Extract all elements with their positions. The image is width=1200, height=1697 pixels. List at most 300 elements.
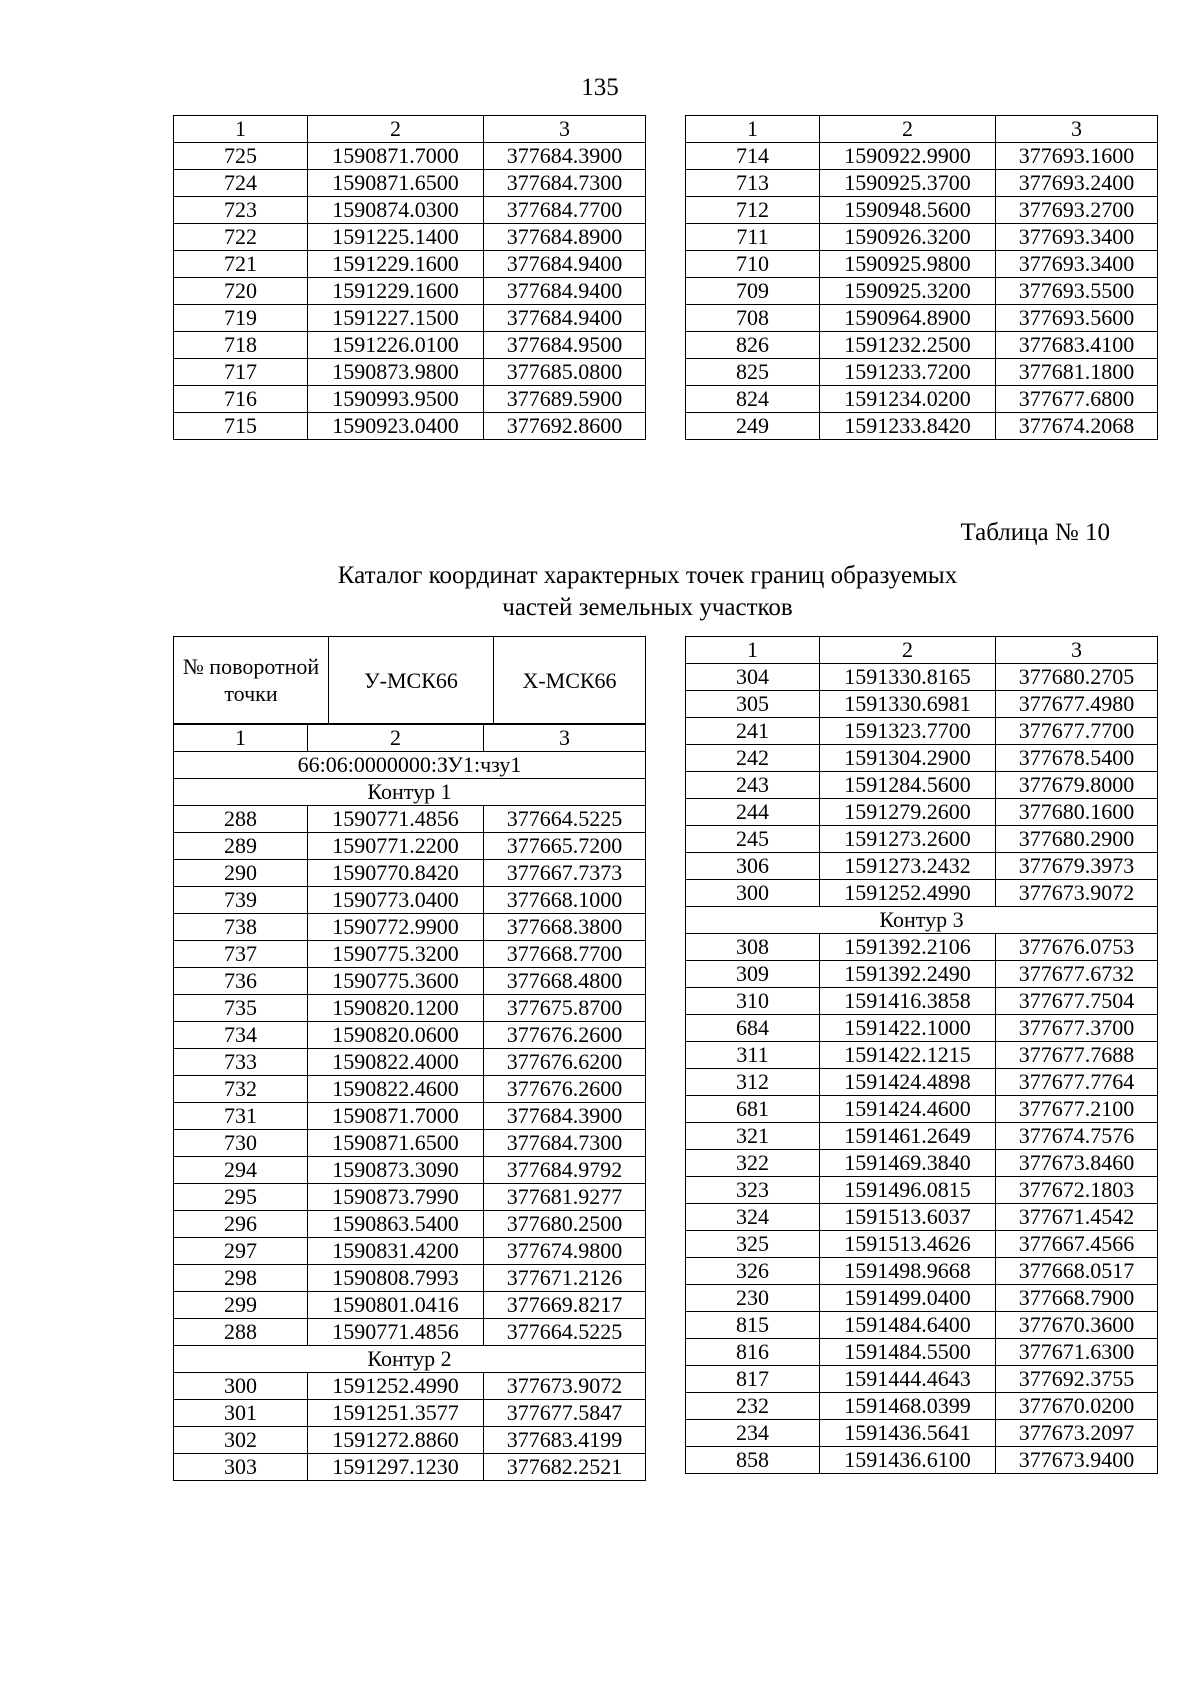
table-row [174, 143, 646, 170]
y-coordinate-cell: 1590801.0416 [308, 1292, 484, 1319]
point-number-cell: 718 [174, 332, 308, 359]
x-coordinate-cell: 377668.7900 [996, 1285, 1158, 1312]
point-number-cell: 311 [686, 1042, 820, 1069]
y-coordinate-cell: 1591330.6981 [820, 691, 996, 718]
point-number-cell: 305 [686, 691, 820, 718]
x-coordinate-cell: 377665.7200 [484, 833, 646, 860]
contour-3-row-label: Контур 3 [686, 907, 1158, 934]
table-row [174, 833, 646, 860]
table-row [686, 224, 1158, 251]
table-row [174, 1211, 646, 1238]
point-number-cell: 736 [174, 968, 308, 995]
y-coordinate-cell: 1591498.9668 [820, 1258, 996, 1285]
table-row [174, 1400, 646, 1427]
table-row [174, 995, 646, 1022]
table-row [174, 1454, 646, 1481]
y-coordinate-cell: 1591297.1230 [308, 1454, 484, 1481]
caption-line-2: частей земельных участков [502, 594, 793, 621]
table-row [174, 359, 646, 386]
x-coordinate-cell: 377672.1803 [996, 1177, 1158, 1204]
y-coordinate-cell: 1591484.6400 [820, 1312, 996, 1339]
table-row [174, 887, 646, 914]
point-number-cell: 245 [686, 826, 820, 853]
point-number-cell: 288 [174, 1319, 308, 1346]
table-row [174, 251, 646, 278]
point-number-cell: 858 [686, 1447, 820, 1474]
parcel-id-row-label: 66:06:0000000:ЗУ1:чзу1 [174, 752, 646, 779]
y-coordinate-cell: 1591422.1215 [820, 1042, 996, 1069]
table-row [174, 941, 646, 968]
point-number-cell: 715 [174, 413, 308, 440]
point-number-cell: 232 [686, 1393, 820, 1420]
point-number-cell: 312 [686, 1069, 820, 1096]
x-coordinate-cell: 3 [996, 637, 1158, 664]
y-coordinate-cell: 1591279.2600 [820, 799, 996, 826]
x-coordinate-cell: 377692.3755 [996, 1366, 1158, 1393]
table-row [174, 1049, 646, 1076]
y-coordinate-cell: 1591392.2106 [820, 934, 996, 961]
x-coordinate-cell: 377668.4800 [484, 968, 646, 995]
table-row [686, 359, 1158, 386]
y-coordinate-cell: 1590993.9500 [308, 386, 484, 413]
x-coordinate-cell: 377676.0753 [996, 934, 1158, 961]
table-row [174, 332, 646, 359]
table-row [174, 1130, 646, 1157]
point-number-cell: 322 [686, 1150, 820, 1177]
point-number-cell: 717 [174, 359, 308, 386]
point-number-cell: 325 [686, 1231, 820, 1258]
point-number-cell: 681 [686, 1096, 820, 1123]
table-row [686, 853, 1158, 880]
y-coordinate-cell: 1591323.7700 [820, 718, 996, 745]
y-coordinate-cell: 1591513.4626 [820, 1231, 996, 1258]
x-coordinate-cell: 377693.2700 [996, 197, 1158, 224]
point-number-cell: 242 [686, 745, 820, 772]
header-point-number: № поворотной точки [174, 637, 329, 724]
x-coordinate-cell: 377673.2097 [996, 1420, 1158, 1447]
bottom-right-table [685, 636, 1158, 1474]
y-coordinate-cell: 1590771.4856 [308, 1319, 484, 1346]
point-number-cell: 302 [174, 1427, 308, 1454]
y-coordinate-cell: 1591469.3840 [820, 1150, 996, 1177]
point-number-cell: 1 [174, 725, 308, 752]
column-number-row [686, 116, 1158, 143]
x-coordinate-cell: 377677.3700 [996, 1015, 1158, 1042]
y-coordinate-cell: 1591461.2649 [820, 1123, 996, 1150]
y-coordinate-cell: 1591225.1400 [308, 224, 484, 251]
x-coordinate-cell: 377678.5400 [996, 745, 1158, 772]
y-coordinate-cell: 1590822.4600 [308, 1076, 484, 1103]
table-row [686, 772, 1158, 799]
y-coordinate-cell: 1590773.0400 [308, 887, 484, 914]
table-row [686, 1312, 1158, 1339]
point-number-cell: 300 [686, 880, 820, 907]
y-coordinate-cell: 1591484.5500 [820, 1339, 996, 1366]
point-number-cell: 306 [686, 853, 820, 880]
x-coordinate-cell: 377693.2400 [996, 170, 1158, 197]
y-coordinate-cell: 1590948.5600 [820, 197, 996, 224]
y-coordinate-cell: 1591229.1600 [308, 251, 484, 278]
table-label: Таблица № 10 [960, 519, 1110, 546]
table-row [686, 1150, 1158, 1177]
y-coordinate-cell: 1591444.4643 [820, 1366, 996, 1393]
point-number-cell: 723 [174, 197, 308, 224]
point-number-cell: 817 [686, 1366, 820, 1393]
table-row [174, 278, 646, 305]
table-caption [0, 560, 1200, 624]
point-number-cell: 321 [686, 1123, 820, 1150]
x-coordinate-cell: 377677.2100 [996, 1096, 1158, 1123]
y-coordinate-cell: 1591232.2500 [820, 332, 996, 359]
table-row [686, 1420, 1158, 1447]
table-row [174, 197, 646, 224]
table-row [686, 143, 1158, 170]
table-row [686, 718, 1158, 745]
point-number-cell: 721 [174, 251, 308, 278]
y-coordinate-cell: 1591233.7200 [820, 359, 996, 386]
x-coordinate-cell: 377674.2068 [996, 413, 1158, 440]
x-coordinate-cell: 377692.8600 [484, 413, 646, 440]
table-row [174, 1157, 646, 1184]
table-row [686, 880, 1158, 907]
y-coordinate-cell: 2 [308, 725, 484, 752]
point-number-cell: 249 [686, 413, 820, 440]
y-coordinate-cell: 1590863.5400 [308, 1211, 484, 1238]
x-coordinate-cell: 377684.9400 [484, 278, 646, 305]
contour-2-row-label: Контур 2 [174, 1346, 646, 1373]
x-coordinate-cell: 377676.6200 [484, 1049, 646, 1076]
point-number-cell: 230 [686, 1285, 820, 1312]
x-coordinate-cell: 377668.3800 [484, 914, 646, 941]
point-number-cell: 730 [174, 1130, 308, 1157]
x-coordinate-cell: 377671.4542 [996, 1204, 1158, 1231]
y-coordinate-cell: 2 [820, 637, 996, 664]
y-coordinate-cell: 1591229.1600 [308, 278, 484, 305]
table-row [686, 1231, 1158, 1258]
y-coordinate-cell: 1591227.1500 [308, 305, 484, 332]
y-coordinate-cell: 1590925.3700 [820, 170, 996, 197]
table-row [174, 305, 646, 332]
y-coordinate-cell: 1590822.4000 [308, 1049, 484, 1076]
x-coordinate-cell: 377683.4100 [996, 332, 1158, 359]
x-coordinate-cell: 377677.5847 [484, 1400, 646, 1427]
x-coordinate-cell: 377677.6800 [996, 386, 1158, 413]
table-row [686, 961, 1158, 988]
table-row [174, 170, 646, 197]
y-coordinate-cell: 1591330.8165 [820, 664, 996, 691]
point-number-cell: 712 [686, 197, 820, 224]
point-number-cell: 301 [174, 1400, 308, 1427]
y-coordinate-cell: 1591499.0400 [820, 1285, 996, 1312]
table-row [174, 1022, 646, 1049]
x-coordinate-cell: 377684.7300 [484, 1130, 646, 1157]
x-coordinate-cell: 377684.7700 [484, 197, 646, 224]
table-row [686, 745, 1158, 772]
x-coordinate-cell: 377693.3400 [996, 251, 1158, 278]
y-coordinate-cell: 1590831.4200 [308, 1238, 484, 1265]
y-coordinate-cell: 1591468.0399 [820, 1393, 996, 1420]
point-number-cell: 732 [174, 1076, 308, 1103]
caption-line-1: Каталог координат характерных точек границ образуемых [337, 562, 958, 589]
x-coordinate-cell: 377668.0517 [996, 1258, 1158, 1285]
point-number-cell: 294 [174, 1157, 308, 1184]
table-row [174, 413, 646, 440]
y-coordinate-cell: 1590871.7000 [308, 143, 484, 170]
point-number-cell: 725 [174, 143, 308, 170]
x-coordinate-cell: 377670.3600 [996, 1312, 1158, 1339]
point-number-cell: 815 [686, 1312, 820, 1339]
contour-1-row-label: Контур 1 [174, 779, 646, 806]
y-coordinate-cell: 1591272.8860 [308, 1427, 484, 1454]
y-coordinate-cell: 1590871.7000 [308, 1103, 484, 1130]
table-row [686, 1393, 1158, 1420]
x-coordinate-cell: 377684.9500 [484, 332, 646, 359]
x-coordinate-cell: 377684.8900 [484, 224, 646, 251]
point-number-cell: 713 [686, 170, 820, 197]
y-coordinate-cell: 1590926.3200 [820, 224, 996, 251]
point-number-cell: 716 [174, 386, 308, 413]
x-coordinate-cell: 377680.2900 [996, 826, 1158, 853]
x-coordinate-cell: 377680.2705 [996, 664, 1158, 691]
x-coordinate-cell: 377684.3900 [484, 143, 646, 170]
y-coordinate-cell: 1590775.3600 [308, 968, 484, 995]
x-coordinate-cell: 377693.3400 [996, 224, 1158, 251]
point-number-cell: 323 [686, 1177, 820, 1204]
y-coordinate-cell: 1590820.1200 [308, 995, 484, 1022]
point-number-cell: 722 [174, 224, 308, 251]
x-coordinate-cell: 377677.7764 [996, 1069, 1158, 1096]
table-row [686, 1123, 1158, 1150]
table-row [686, 691, 1158, 718]
table-row [686, 1042, 1158, 1069]
y-coordinate-cell: 2 [308, 116, 484, 143]
y-coordinate-cell: 1591273.2600 [820, 826, 996, 853]
y-coordinate-cell: 1590808.7993 [308, 1265, 484, 1292]
y-coordinate-cell: 1590873.9800 [308, 359, 484, 386]
y-coordinate-cell: 1590775.3200 [308, 941, 484, 968]
table-row [174, 1238, 646, 1265]
column-number-row [174, 116, 646, 143]
point-number-cell: 297 [174, 1238, 308, 1265]
y-coordinate-cell: 1591513.6037 [820, 1204, 996, 1231]
table-row [686, 278, 1158, 305]
point-number-cell: 241 [686, 718, 820, 745]
table-row [686, 1096, 1158, 1123]
point-number-cell: 826 [686, 332, 820, 359]
point-number-cell: 714 [686, 143, 820, 170]
x-coordinate-cell: 377683.4199 [484, 1427, 646, 1454]
table-row [174, 1265, 646, 1292]
column-number-row [174, 725, 646, 752]
x-coordinate-cell: 377679.8000 [996, 772, 1158, 799]
x-coordinate-cell: 377684.9792 [484, 1157, 646, 1184]
y-coordinate-cell: 1590772.9900 [308, 914, 484, 941]
table-row [174, 1076, 646, 1103]
y-coordinate-cell: 1591251.3577 [308, 1400, 484, 1427]
x-coordinate-cell: 377682.2521 [484, 1454, 646, 1481]
x-coordinate-cell: 377693.5600 [996, 305, 1158, 332]
point-number-cell: 295 [174, 1184, 308, 1211]
x-coordinate-cell: 377668.1000 [484, 887, 646, 914]
point-number-cell: 735 [174, 995, 308, 1022]
y-coordinate-cell: 1591304.2900 [820, 745, 996, 772]
x-coordinate-cell: 377674.9800 [484, 1238, 646, 1265]
x-coordinate-cell: 377685.0800 [484, 359, 646, 386]
point-number-cell: 719 [174, 305, 308, 332]
x-coordinate-cell: 377677.6732 [996, 961, 1158, 988]
x-coordinate-cell: 377684.9400 [484, 251, 646, 278]
point-number-cell: 739 [174, 887, 308, 914]
point-number-cell: 711 [686, 224, 820, 251]
x-coordinate-cell: 377670.0200 [996, 1393, 1158, 1420]
y-coordinate-cell: 1591284.5600 [820, 772, 996, 799]
y-coordinate-cell: 1590923.0400 [308, 413, 484, 440]
point-number-cell: 824 [686, 386, 820, 413]
x-coordinate-cell: 377673.9400 [996, 1447, 1158, 1474]
x-coordinate-cell: 377689.5900 [484, 386, 646, 413]
table-row [686, 1015, 1158, 1042]
header-y-coordinate: У-МСК66 [329, 637, 494, 724]
point-number-cell: 825 [686, 359, 820, 386]
y-coordinate-cell: 1590873.3090 [308, 1157, 484, 1184]
point-number-cell: 304 [686, 664, 820, 691]
table-row [686, 1204, 1158, 1231]
x-coordinate-cell: 377676.2600 [484, 1076, 646, 1103]
x-coordinate-cell: 377673.9072 [996, 880, 1158, 907]
point-number-cell: 303 [174, 1454, 308, 1481]
table-row [686, 1258, 1158, 1285]
y-coordinate-cell: 1590873.7990 [308, 1184, 484, 1211]
point-number-cell: 734 [174, 1022, 308, 1049]
table-row [174, 386, 646, 413]
x-coordinate-cell: 377693.5500 [996, 278, 1158, 305]
point-number-cell: 296 [174, 1211, 308, 1238]
x-coordinate-cell: 377667.7373 [484, 860, 646, 887]
table-row [174, 914, 646, 941]
point-number-cell: 731 [174, 1103, 308, 1130]
table-row [174, 1373, 646, 1400]
y-coordinate-cell: 1590770.8420 [308, 860, 484, 887]
table-row [686, 332, 1158, 359]
y-coordinate-cell: 1591233.8420 [820, 413, 996, 440]
x-coordinate-cell: 3 [484, 725, 646, 752]
table-row [686, 799, 1158, 826]
y-coordinate-cell: 1590964.8900 [820, 305, 996, 332]
table-row [686, 197, 1158, 224]
table-row [686, 1069, 1158, 1096]
x-coordinate-cell: 377668.7700 [484, 941, 646, 968]
y-coordinate-cell: 2 [820, 116, 996, 143]
x-coordinate-cell: 377677.7700 [996, 718, 1158, 745]
y-coordinate-cell: 1591424.4600 [820, 1096, 996, 1123]
x-coordinate-cell: 377671.6300 [996, 1339, 1158, 1366]
point-number-cell: 244 [686, 799, 820, 826]
x-coordinate-cell: 377684.9400 [484, 305, 646, 332]
contour-3-row [686, 907, 1158, 934]
table-row [686, 1447, 1158, 1474]
table-row [686, 386, 1158, 413]
x-coordinate-cell: 377681.9277 [484, 1184, 646, 1211]
x-coordinate-cell: 377673.8460 [996, 1150, 1158, 1177]
x-coordinate-cell: 377679.3973 [996, 853, 1158, 880]
page-number: 135 [581, 74, 619, 101]
x-coordinate-cell: 377684.7300 [484, 170, 646, 197]
table-row [686, 664, 1158, 691]
bottom-left-table [173, 724, 646, 1481]
point-number-cell: 309 [686, 961, 820, 988]
column-number-row [686, 637, 1158, 664]
y-coordinate-cell: 1590820.0600 [308, 1022, 484, 1049]
x-coordinate-cell: 377674.7576 [996, 1123, 1158, 1150]
y-coordinate-cell: 1591422.1000 [820, 1015, 996, 1042]
table-row [686, 1339, 1158, 1366]
y-coordinate-cell: 1590771.4856 [308, 806, 484, 833]
point-number-cell: 324 [686, 1204, 820, 1231]
header-x-coordinate: Х-МСК66 [494, 637, 646, 724]
table-row [174, 1319, 646, 1346]
point-number-cell: 738 [174, 914, 308, 941]
table-row [686, 1285, 1158, 1312]
y-coordinate-cell: 1591226.0100 [308, 332, 484, 359]
point-number-cell: 816 [686, 1339, 820, 1366]
y-coordinate-cell: 1590925.9800 [820, 251, 996, 278]
x-coordinate-cell: 377677.7504 [996, 988, 1158, 1015]
table-row [686, 305, 1158, 332]
y-coordinate-cell: 1591234.0200 [820, 386, 996, 413]
point-number-cell: 737 [174, 941, 308, 968]
point-number-cell: 733 [174, 1049, 308, 1076]
point-number-cell: 709 [686, 278, 820, 305]
point-number-cell: 1 [174, 116, 308, 143]
table-row [686, 170, 1158, 197]
x-coordinate-cell: 377677.4980 [996, 691, 1158, 718]
x-coordinate-cell: 377693.1600 [996, 143, 1158, 170]
y-coordinate-cell: 1590874.0300 [308, 197, 484, 224]
y-coordinate-cell: 1590922.9900 [820, 143, 996, 170]
table-row [174, 968, 646, 995]
point-number-cell: 684 [686, 1015, 820, 1042]
x-coordinate-cell: 377669.8217 [484, 1292, 646, 1319]
point-number-cell: 300 [174, 1373, 308, 1400]
point-number-cell: 326 [686, 1258, 820, 1285]
point-number-cell: 1 [686, 116, 820, 143]
x-coordinate-cell: 3 [484, 116, 646, 143]
y-coordinate-cell: 1590871.6500 [308, 170, 484, 197]
x-coordinate-cell: 377671.2126 [484, 1265, 646, 1292]
point-number-cell: 720 [174, 278, 308, 305]
point-number-cell: 243 [686, 772, 820, 799]
y-coordinate-cell: 1591424.4898 [820, 1069, 996, 1096]
point-number-cell: 708 [686, 305, 820, 332]
contour-1-row [174, 779, 646, 806]
y-coordinate-cell: 1591496.0815 [820, 1177, 996, 1204]
table-row [686, 934, 1158, 961]
table-row [174, 806, 646, 833]
x-coordinate-cell: 377676.2600 [484, 1022, 646, 1049]
table-row [174, 860, 646, 887]
x-coordinate-cell: 377684.3900 [484, 1103, 646, 1130]
table-row [686, 1366, 1158, 1393]
y-coordinate-cell: 1590925.3200 [820, 278, 996, 305]
y-coordinate-cell: 1591436.5641 [820, 1420, 996, 1447]
point-number-cell: 308 [686, 934, 820, 961]
table-row [686, 988, 1158, 1015]
y-coordinate-cell: 1591252.4990 [308, 1373, 484, 1400]
table-row [174, 1184, 646, 1211]
table-row [686, 413, 1158, 440]
point-number-cell: 299 [174, 1292, 308, 1319]
x-coordinate-cell: 377680.1600 [996, 799, 1158, 826]
